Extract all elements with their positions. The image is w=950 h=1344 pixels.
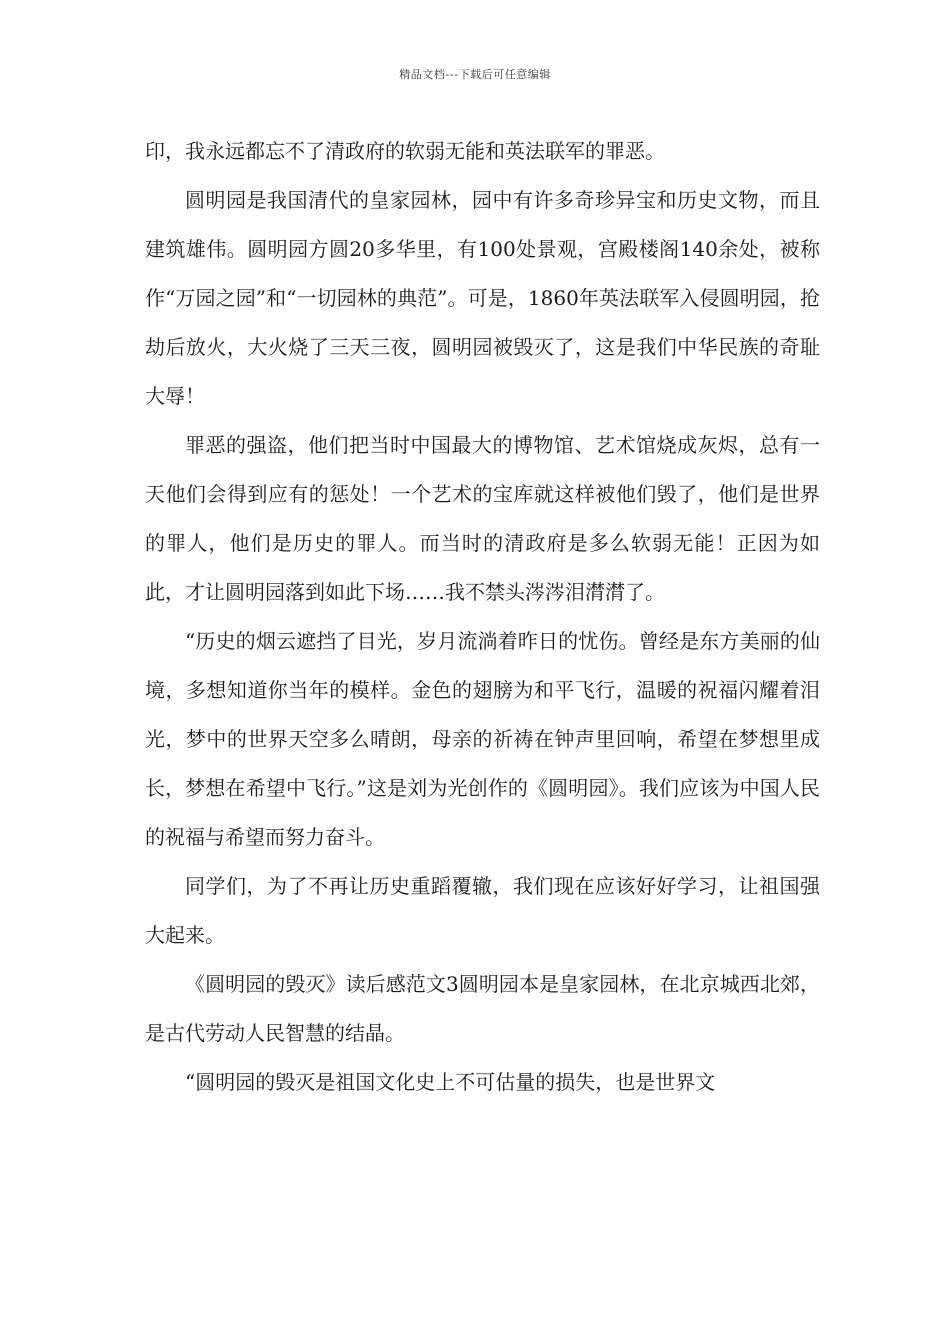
paragraph: 同学们，为了不再让历史重蹈覆辙，我们现在应该好好学习，让祖国强大起来。 (145, 874, 820, 947)
paragraph: “历史的烟云遮挡了目光，岁月流淌着昨日的忧伤。曾经是东方美丽的仙境，多想知道你当年的模样。金色的翅膀为和平飞行，温暖的祝福闪耀着泪光，梦中的世界天空多么晴朗，母亲的祈祷在钟声里回响，希望在梦想里成长，梦想在希望中飞行。”这是刘为光创作的《圆明园》。我们应该为中国人民的祝福与希望而努力奋斗。 (145, 629, 820, 849)
paragraph: 圆明园是我国清代的皇家园林，园中有许多奇珍异宝和历史文物，而且建筑雄伟。圆明园方圆20多华里，有100处景观，宫殿楼阁140余处，被称作“万园之园”和“一切园林的典范”。可是，1860年英法联军入侵圆明园，抢劫后放火，大火烧了三天三夜，圆明园被毁灭了，这是我们中华民族的奇耻大辱！ (145, 188, 820, 408)
paragraph: 印，我永远都忘不了清政府的软弱无能和英法联军的罪恶。 (145, 139, 665, 163)
page-header: 精品文档---下载后可任意编辑 (399, 68, 551, 81)
document-body (145, 127, 820, 1107)
paragraph: 《圆明园的毁灭》读后感范文3圆明园本是皇家园林，在北京城西北郊，是古代劳动人民智慧的结晶。 (145, 972, 820, 1045)
paragraph: 罪恶的强盗，他们把当时中国最大的博物馆、艺术馆烧成灰烬，总有一天他们会得到应有的惩处！一个艺术的宝库就这样被他们毁了，他们是世界的罪人，他们是历史的罪人。而当时的清政府是多么软弱无能！正因为如此，才让圆明园落到如此下场……我不禁头涔涔泪潸潸了。 (145, 433, 820, 604)
paragraph: “圆明园的毁灭是祖国文化史上不可估量的损失，也是世界文 (185, 1070, 716, 1094)
